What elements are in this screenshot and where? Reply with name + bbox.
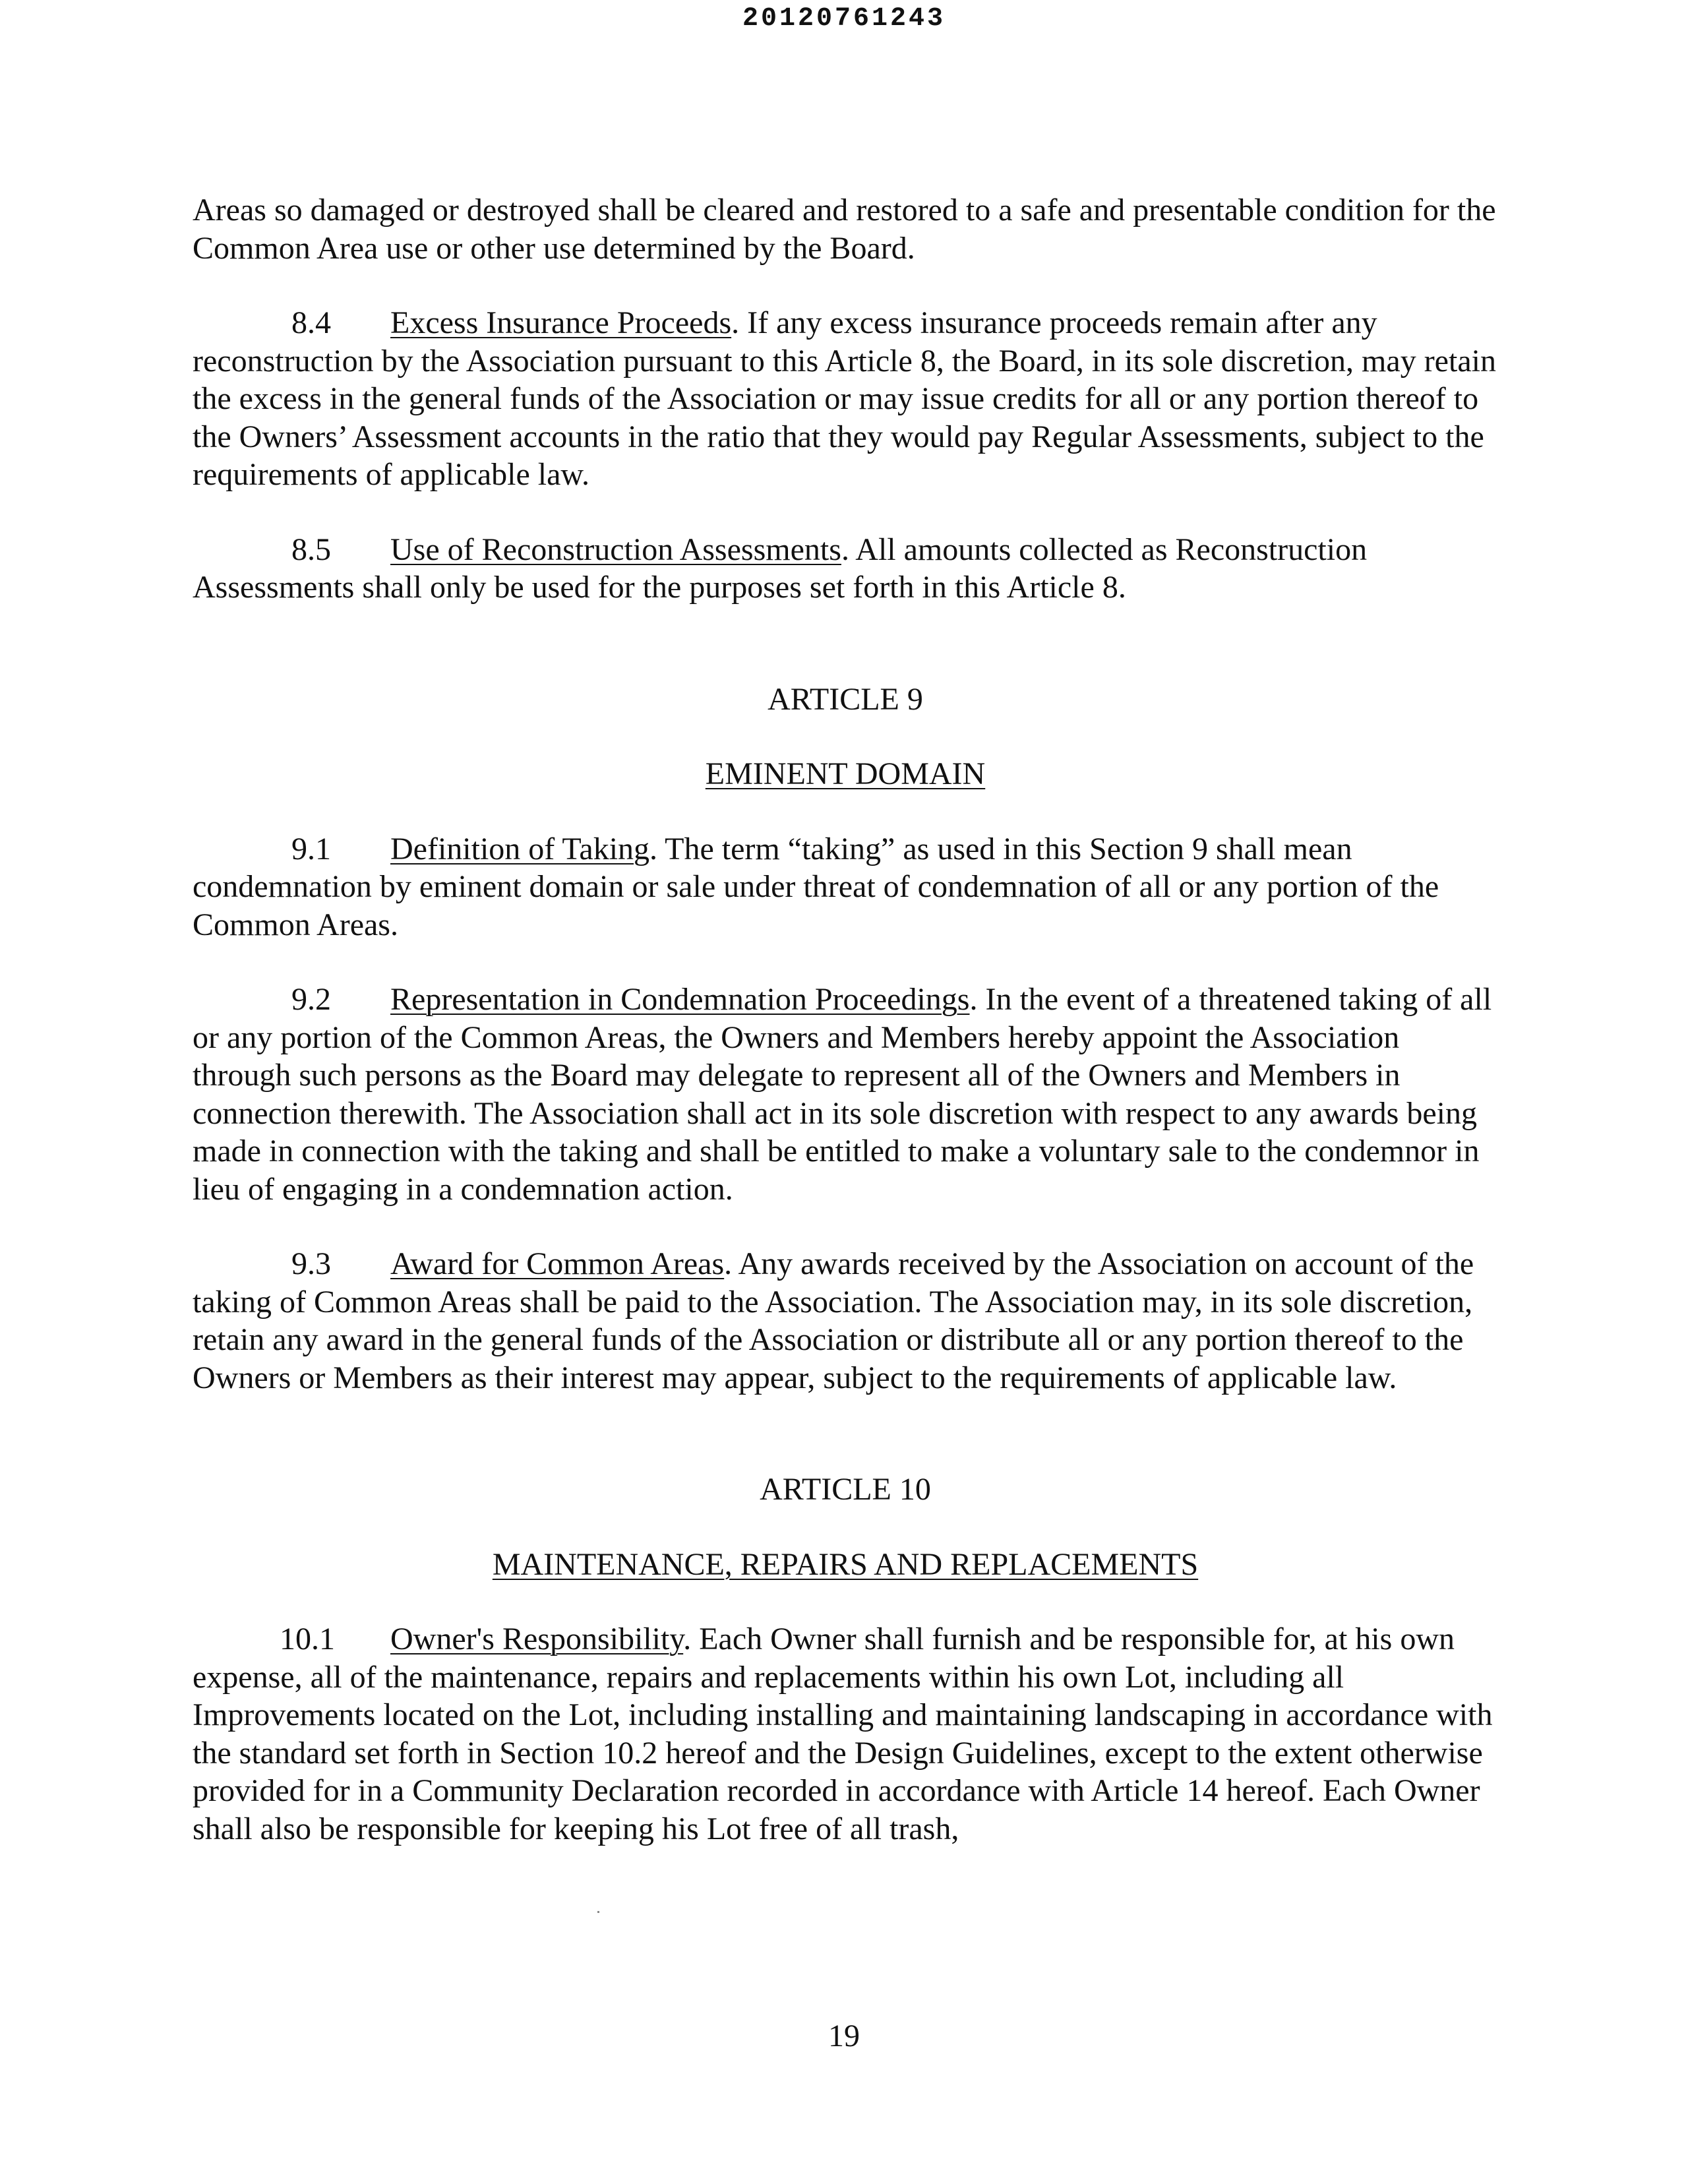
article-title-text: EMINENT DOMAIN (705, 756, 986, 791)
page-number: 19 (828, 2018, 860, 2053)
section-number: 9.2 (291, 982, 331, 1017)
section-number: 8.5 (291, 531, 331, 567)
section-body: . All amounts collected as Reconstruction Assessments shall only be used for the purposes set forth in this Article 8. (193, 531, 1368, 605)
section-body: . The term “taking” as used in this Section 9 shall mean condemnation by eminent domain or sale under threat of condemnation of all or any portion of the Common Areas. (193, 831, 1439, 942)
page-content (193, 191, 1498, 1848)
document-number: 20120761243 (742, 4, 946, 34)
section-number: 9.3 (291, 1246, 331, 1281)
section-title: Definition of Taking (390, 831, 650, 866)
section-9-2 (193, 981, 1498, 1208)
section-8-4 (193, 304, 1498, 494)
article-10-title (193, 1546, 1498, 1584)
section-number: 9.1 (291, 831, 331, 866)
scan-speck (597, 1911, 599, 1913)
section-title: Owner's Responsibility (390, 1622, 684, 1656)
intro-paragraph: Areas so damaged or destroyed shall be cleared and restored to a safe and presentable condition for the Common Area use or other use determined by the Board. (193, 193, 1496, 266)
section-body: . Each Owner shall furnish and be responsible for, at his own expense, all of the maintenance, repairs and replacements within his own Lot, including all Improvements located on the Lot, including installing and maintaining landscaping in accordance with the standard set forth in Section 10.2 hereof and the Design Guidelines, except to the extent otherwise provided for in a Community Declaration recorded in accordance with Article 14 hereof. Each Owner shall also be responsible for keeping his Lot free of all trash, (193, 1622, 1493, 1846)
article-10-heading: ARTICLE 10 (760, 1472, 931, 1507)
section-title: Representation in Condemnation Proceedings (390, 982, 970, 1017)
article-9-title (193, 755, 1498, 793)
section-9-3 (193, 1245, 1498, 1397)
section-number: 8.4 (291, 305, 331, 340)
section-8-5 (193, 531, 1498, 607)
section-body: . In the event of a threatened taking of all or any portion of the Common Areas, the Owners and Members hereby appoint the Association through such persons as the Board may delegate to represent all of the Owners and Members in connection therewith. The Association shall act in its sole discretion with respect to any awards being made in connection with the taking and shall be entitled to make a voluntary sale to the condemnor in lieu of engaging in a condemnation action. (193, 982, 1492, 1207)
section-10-1 (193, 1620, 1498, 1848)
article-title-text: MAINTENANCE, REPAIRS AND REPLACEMENTS (492, 1546, 1199, 1582)
section-number: 10.1 (280, 1622, 335, 1656)
section-title: Award for Common Areas (390, 1246, 725, 1281)
article-9-heading: ARTICLE 9 (768, 681, 923, 717)
section-title: Excess Insurance Proceeds (390, 305, 732, 340)
section-title: Use of Reconstruction Assessments (390, 531, 841, 567)
section-9-1 (193, 830, 1498, 944)
section-body: . Any awards received by the Association on account of the taking of Common Areas shall be paid to the Association. The Association may, in its sole discretion, retain any award in the general funds of the Association or distribute all or any portion thereof to the Owners or Members as their interest may appear, subject to the requirements of applicable law. (193, 1246, 1474, 1395)
section-body: . If any excess insurance proceeds remain after any reconstruction by the Association pursuant to this Article 8, the Board, in its sole discretion, may retain the excess in the general funds of the Association or may issue credits for all or any portion thereof to the Owners’ Assessment accounts in the ratio that they would pay Regular Assessments, subject to the requirements of applicable law. (193, 305, 1496, 492)
